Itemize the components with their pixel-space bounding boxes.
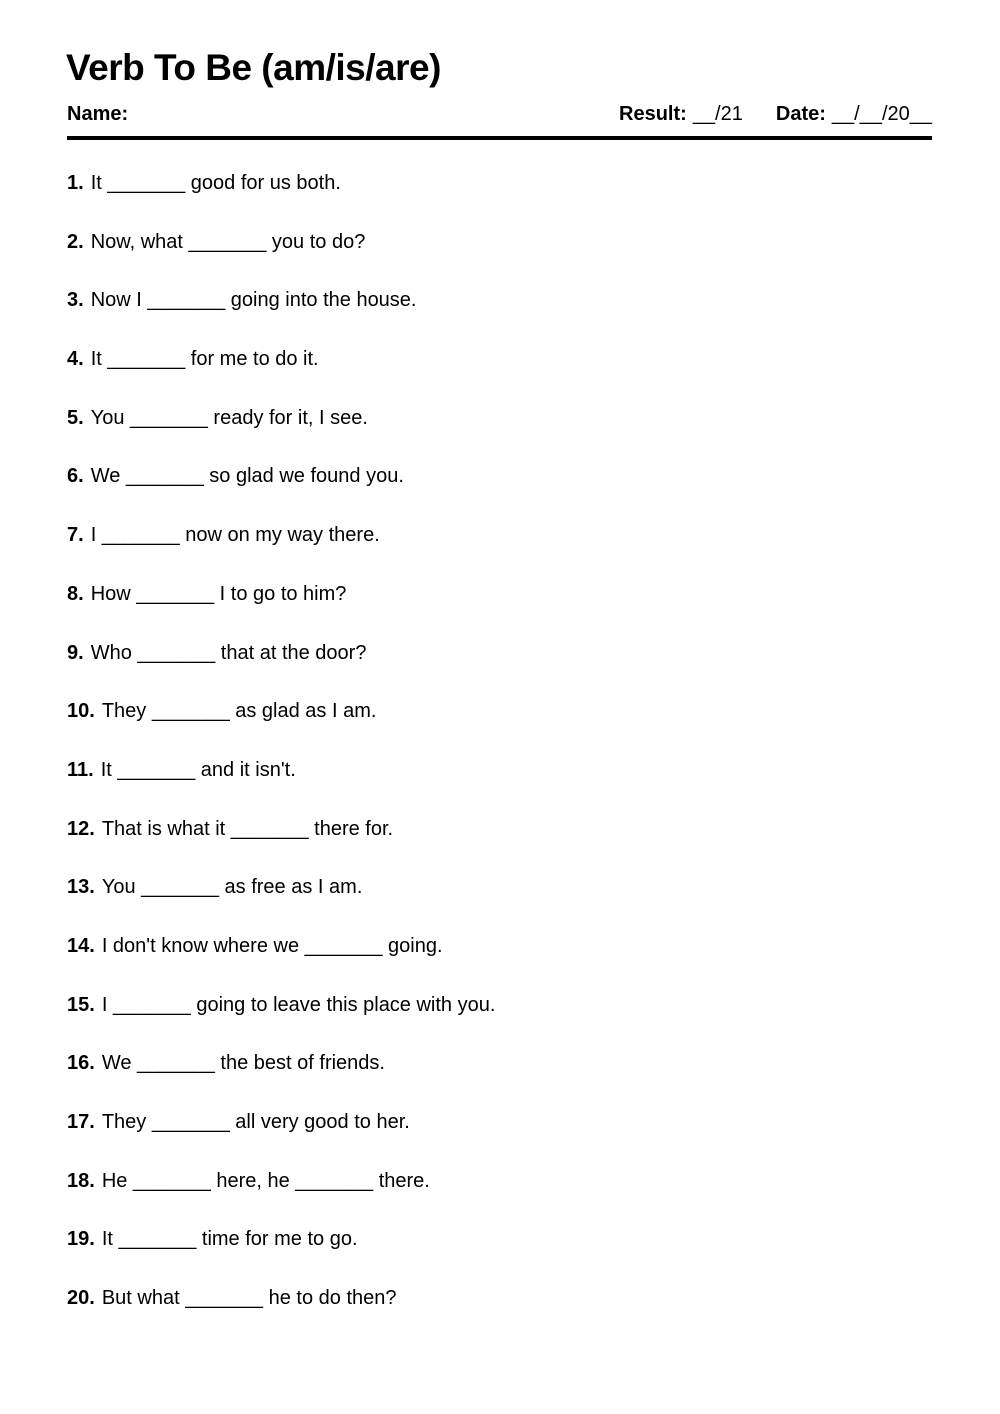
question-text: You _______ as free as I am. [101, 876, 363, 899]
question-text: They _______ all very good to her. [101, 1111, 410, 1133]
question-row [67, 347, 970, 371]
question-number: 11. [67, 758, 94, 781]
result-value: __/21 [692, 103, 743, 125]
question-number: 12. [67, 817, 95, 840]
result-date-group [619, 102, 932, 126]
question-row [67, 699, 970, 723]
question-text: It _______ good for us both. [90, 172, 341, 194]
worksheet-meta-row [67, 102, 932, 126]
question-row [67, 406, 970, 430]
question-text: Now I _______ going into the house. [90, 289, 417, 312]
question-row [67, 288, 970, 312]
question-row [67, 817, 970, 841]
question-number: 9. [67, 641, 84, 664]
question-text: I _______ going to leave this place with you. [101, 993, 496, 1016]
question-row [67, 171, 970, 195]
question-row [67, 523, 970, 547]
question-number: 13. [67, 876, 95, 899]
question-number: 4. [67, 348, 84, 371]
question-text: That is what it _______ there for. [101, 817, 394, 840]
question-text: I don't know where we _______ going. [101, 934, 443, 957]
question-number: 18. [67, 1169, 95, 1192]
question-number: 15. [67, 993, 95, 1016]
question-text: He _______ here, he _______ there. [101, 1169, 430, 1192]
date-value: __/__/20__ [831, 103, 932, 125]
page-title: Verb To Be (am/is/are) [66, 47, 441, 88]
header-divider [67, 136, 932, 140]
question-text: Who _______ that at the door? [90, 641, 367, 664]
question-row [67, 875, 970, 899]
question-row [67, 1169, 970, 1193]
question-number: 3. [67, 289, 84, 312]
question-row [67, 582, 970, 606]
question-row [67, 1110, 970, 1134]
question-number: 19. [67, 1228, 95, 1251]
result-label: Result: [619, 103, 687, 125]
question-row [67, 464, 970, 488]
question-text: Now, what _______ you to do? [90, 230, 366, 253]
question-row [67, 934, 970, 958]
question-number: 20. [67, 1287, 95, 1310]
question-number: 1. [67, 172, 84, 194]
question-number: 16. [67, 1052, 95, 1075]
date-label: Date: [775, 103, 826, 125]
question-row [67, 993, 970, 1017]
question-number: 2. [67, 230, 84, 253]
question-text: We _______ the best of friends. [101, 1052, 385, 1075]
question-text: It _______ and it isn't. [100, 758, 296, 781]
question-number: 6. [67, 465, 84, 488]
question-row [67, 1227, 970, 1251]
question-row [67, 1051, 970, 1075]
question-text: It _______ for me to do it. [90, 348, 319, 371]
question-text: You _______ ready for it, I see. [90, 406, 368, 429]
question-text: But what _______ he to do then? [101, 1287, 397, 1310]
question-number: 8. [67, 582, 84, 605]
question-row [67, 1286, 970, 1310]
question-list [67, 171, 970, 1345]
question-number: 10. [67, 700, 95, 723]
question-number: 5. [67, 406, 84, 429]
question-row [67, 758, 970, 782]
question-row [67, 230, 970, 254]
question-text: How _______ I to go to him? [90, 582, 347, 605]
question-row [67, 641, 970, 665]
question-text: It _______ time for me to go. [101, 1228, 358, 1251]
question-number: 14. [67, 934, 95, 957]
question-text: We _______ so glad we found you. [90, 465, 404, 488]
question-number: 7. [67, 524, 84, 547]
question-text: I _______ now on my way there. [90, 524, 380, 547]
name-label: Name: [67, 103, 129, 125]
question-number: 17. [67, 1111, 95, 1133]
question-text: They _______ as glad as I am. [101, 700, 377, 723]
